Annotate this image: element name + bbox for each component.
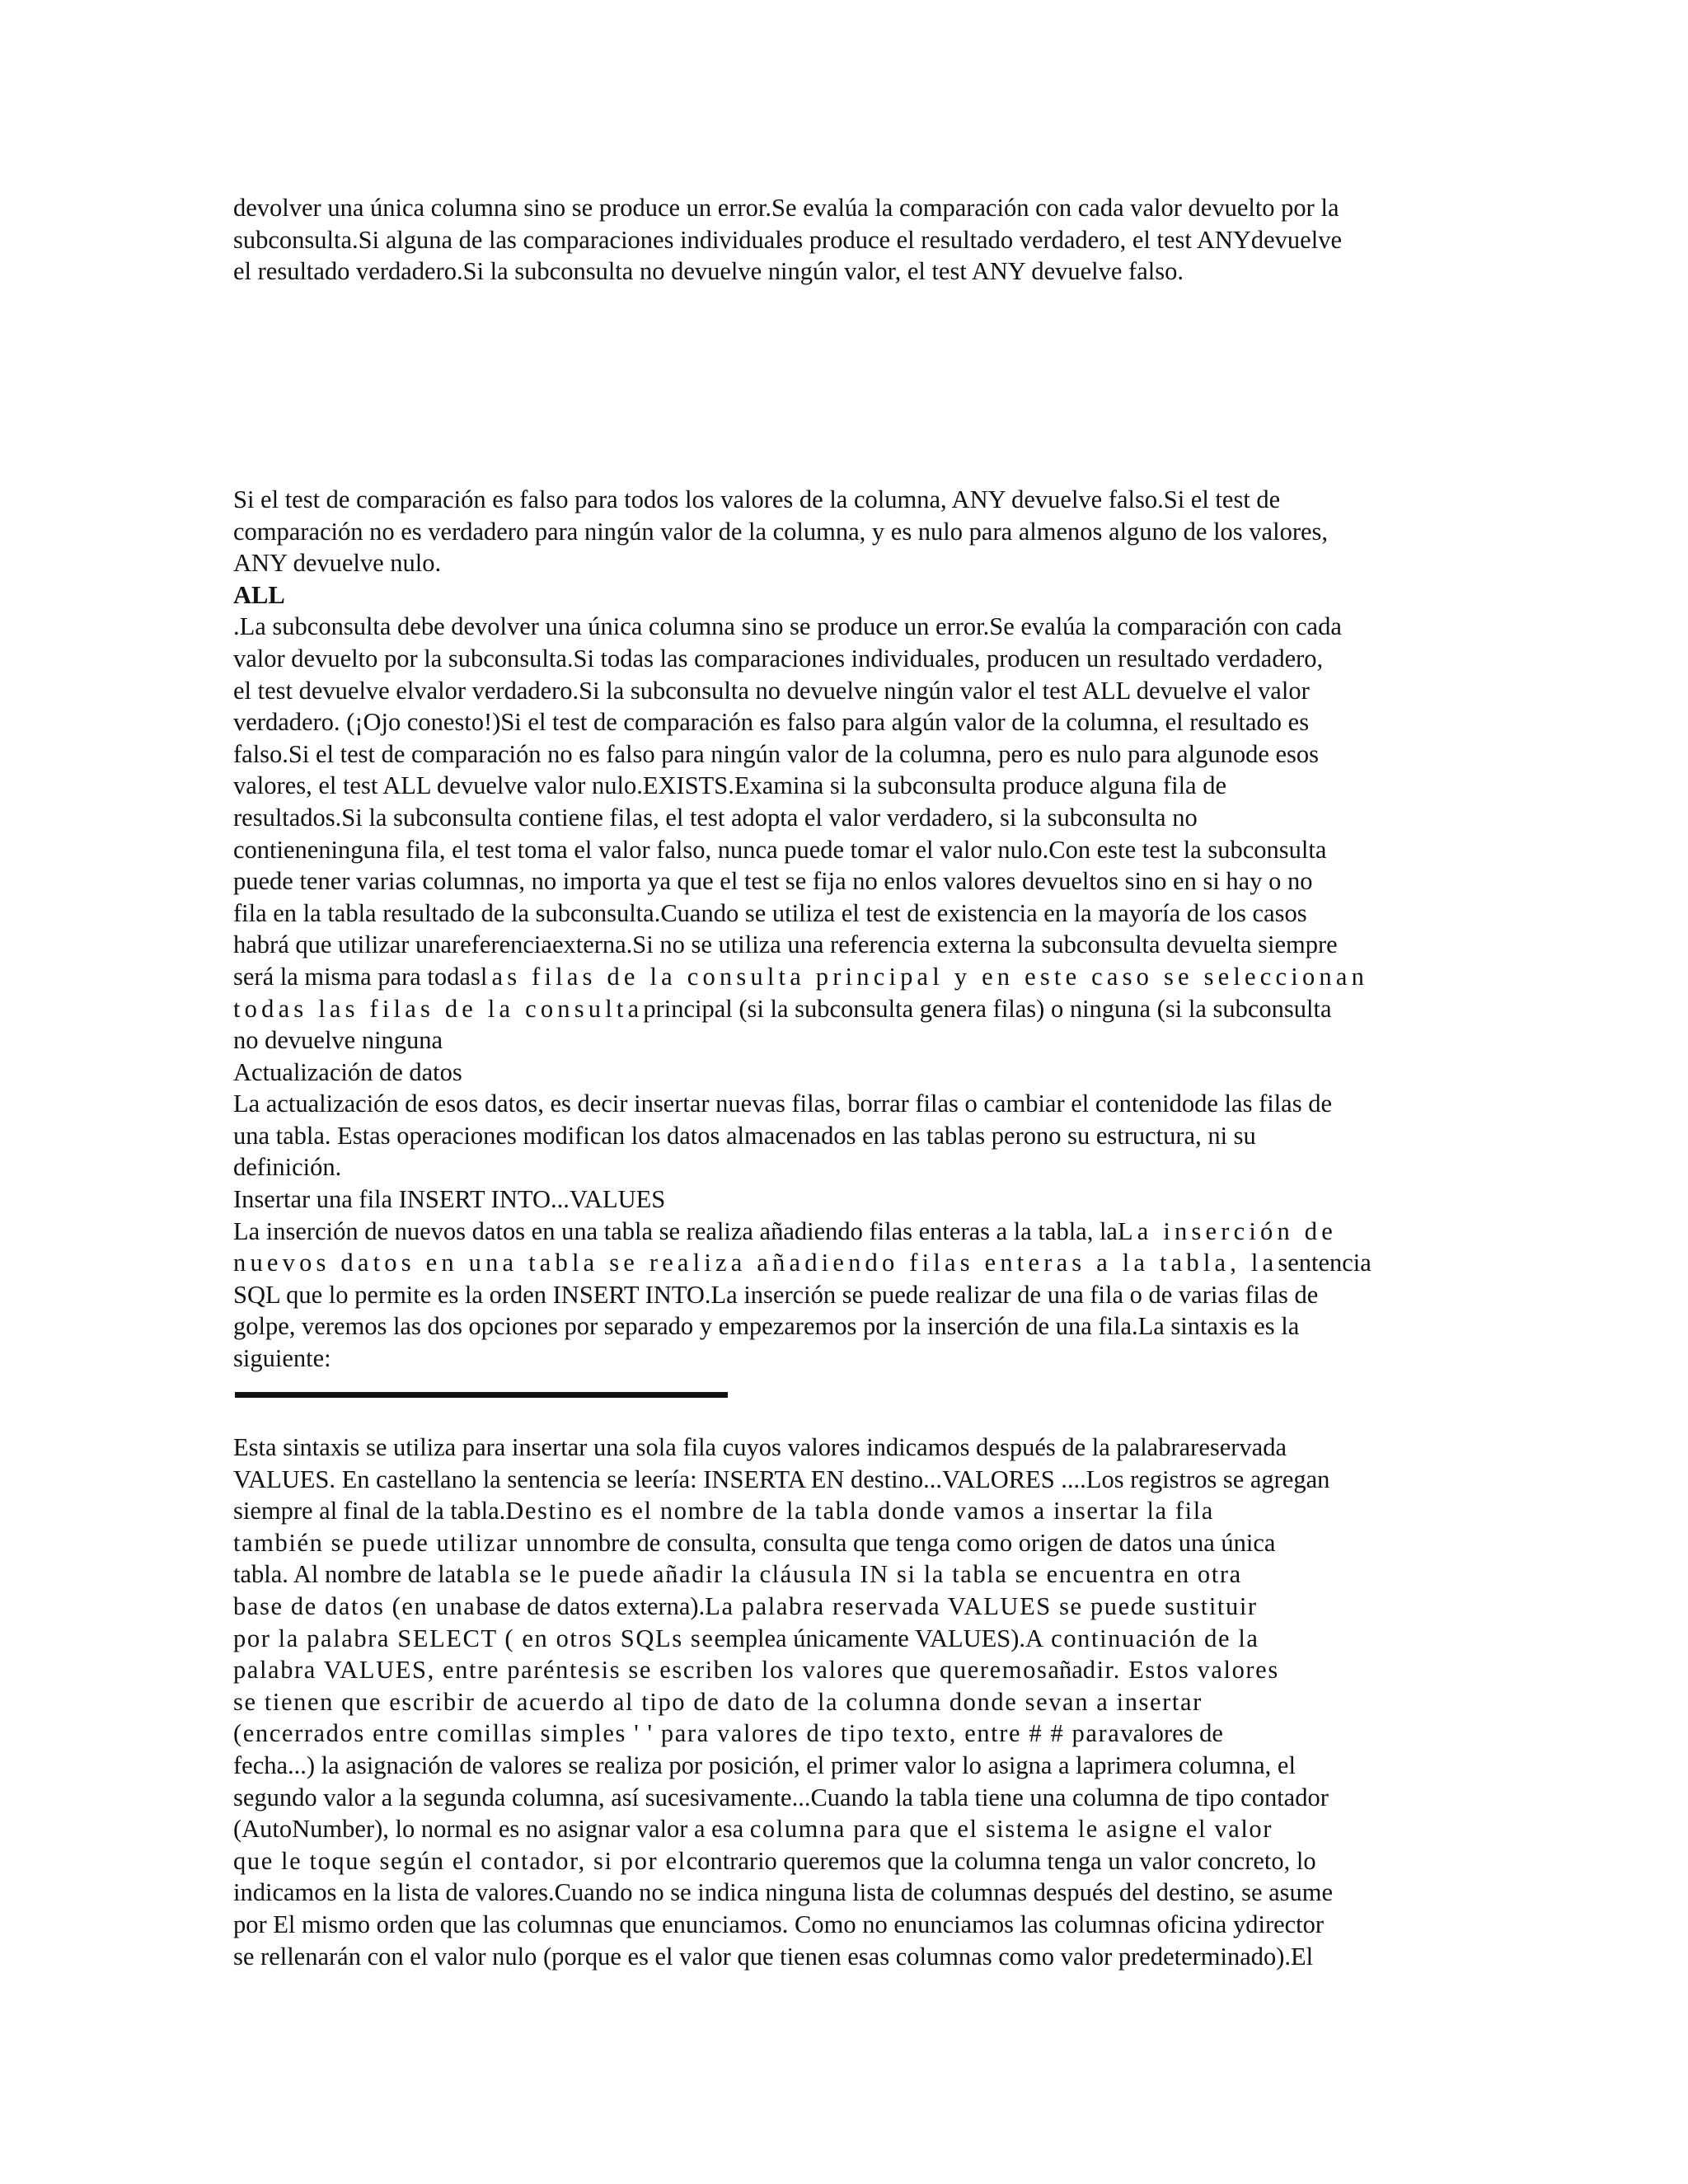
text-run: La inserción de nuevos datos en una tabla se realiza añadiendo filas enteras a la tabla, la (233, 1216, 1118, 1245)
spaced-text-run: (encerrados entre comillas simples ' ' para valores de tipo texto, entre # # para (233, 1719, 1121, 1748)
text-run: sentencia (1278, 1249, 1372, 1277)
paragraph-insert-syntax (233, 1432, 1453, 1972)
text-line: no devuelve ninguna (233, 1026, 443, 1055)
text-line (233, 1527, 1453, 1559)
spaced-text-run: también se puede utilizar un (233, 1528, 554, 1557)
text-line: el resultado verdadero.Si la subconsulta no devuelve ningún valor, el test ANY devuelve falso. (233, 257, 1184, 286)
text-line (233, 1686, 1453, 1718)
heading-all: ALL (233, 580, 285, 609)
text-line (233, 1845, 1453, 1877)
text-run: valores de (1120, 1719, 1223, 1748)
text-line: una tabla. Estas operaciones modifican los datos almacenados en las tablas perono su estructura, ni su (233, 1121, 1256, 1150)
text-line: resultados.Si la subconsulta contiene filas, el test adopta el valor verdadero, si la subconsulta no (233, 803, 1198, 832)
spaced-text-run: nuevos datos en una tabla se realiza añadiendo filas enteras a la tabla, la (233, 1249, 1278, 1277)
spaced-text-run: La inserción de (1117, 1216, 1337, 1245)
spaced-text-run: se tienen que escribir de acuerdo al tipo de dato de la columna donde se (233, 1687, 1049, 1716)
heading-update: Actualización de datos (233, 1057, 462, 1086)
spaced-text-run: que le toque según el contador, si por el (233, 1846, 687, 1875)
text-run: nombre de consulta, consulta que tenga como origen de datos una única (553, 1528, 1276, 1557)
text-line (233, 1216, 1453, 1248)
paragraph-any-continuation (233, 192, 1453, 288)
text-run: base de datos externa). (476, 1591, 706, 1620)
text-run: (AutoNumber), lo normal es no asignar valor a esa (233, 1815, 744, 1844)
text-line: segundo valor a la segunda columna, así sucesivamente...Cuando la tabla tiene una columna de tipo contador (233, 1783, 1329, 1811)
text-line: se rellenarán con el valor nulo (porque es el valor que tienen esas columnas como valor predeterminado).El (233, 1942, 1314, 1971)
text-line: fila en la tabla resultado de la subconsulta.Cuando se utiliza el test de existencia en la mayoría de los casos (233, 898, 1307, 927)
text-line: devolver una única columna sino se produce un error.Se evalúa la comparación con cada valor devuelto por la (233, 194, 1339, 222)
text-line: falso.Si el test de comparación no es falso para ningún valor de la columna, pero es nulo para algunode esos (233, 739, 1320, 768)
text-line (233, 1591, 1453, 1623)
text-line (233, 1813, 1453, 1845)
text-line: valores, el test ALL devuelve valor nulo.EXISTS.Examina si la subconsulta produce alguna fila de (233, 771, 1226, 800)
spaced-text-run: A continuación de la (1025, 1624, 1259, 1652)
text-run: tabla. Al nombre de la (233, 1560, 457, 1589)
heading-insert: Insertar una fila INSERT INTO...VALUES (233, 1185, 666, 1214)
text-line: Esta sintaxis se utiliza para insertar una sola fila cuyos valores indicamos después de la palabrareservada (233, 1433, 1287, 1461)
text-line: golpe, veremos las dos opciones por separado y empezaremos por la inserción de una fila.La sintaxis es la (233, 1312, 1300, 1341)
text-line: comparación no es verdadero para ningún valor de la columna, y es nulo para almenos alguno de los valores, (233, 517, 1329, 546)
text-line: definición. (233, 1153, 342, 1182)
text-line (233, 1623, 1453, 1655)
spaced-text-run: palabra VALUES, entre paréntesis se escriben los valores que queremos (233, 1656, 1048, 1685)
spaced-text-run: van a insertar (1048, 1687, 1203, 1716)
spaced-text-run: por la palabra SELECT ( en otros SQLs se (233, 1624, 715, 1652)
text-run: emplea únicamente VALUES). (714, 1624, 1026, 1652)
text-line: verdadero. (¡Ojo conesto!)Si el test de comparación es falso para algún valor de la columna, el resultado es (233, 708, 1310, 737)
text-run: principal (si la subconsulta genera filas) o ninguna (si la subconsulta (643, 994, 1332, 1023)
text-run: siempre al final de la tabla. (233, 1497, 506, 1526)
text-line (233, 1558, 1453, 1591)
text-line: La actualización de esos datos, es decir insertar nuevas filas, borrar filas o cambiar el contenidode las filas de (233, 1090, 1332, 1118)
spaced-text-run: las filas de la consulta principal y en este caso se seleccionan (480, 962, 1369, 991)
text-line: subconsulta.Si alguna de las comparaciones individuales produce el resultado verdadero, el test ANYdevuelve (233, 225, 1342, 254)
spaced-text-run: todas las filas de la consulta (233, 994, 644, 1023)
text-line: indicamos en la lista de valores.Cuando no se indica ninguna lista de columnas después del destino, se asume (233, 1878, 1334, 1907)
text-run: aña (1048, 1656, 1083, 1685)
syntax-image-rule (235, 1392, 728, 1398)
text-run: contrario queremos que la columna tenga un valor concreto, lo (686, 1846, 1316, 1875)
paragraph-all-exists-insert (233, 484, 1453, 1375)
text-line: valor devuelto por la subconsulta.Si todas las comparaciones individuales, producen un resultado verdadero, (233, 644, 1324, 673)
text-line: puede tener varias columnas, no importa ya que el test se fija no enlos valores devueltos sino en si hay o no (233, 867, 1313, 896)
text-line: .La subconsulta debe devolver una única columna sino se produce un error.Se evalúa la comparación con cada (233, 612, 1342, 641)
text-line (233, 1247, 1453, 1279)
text-line: por El mismo orden que las columnas que enunciamos. Como no enunciamos las columnas oficina ydirector (233, 1910, 1325, 1938)
text-line: habrá que utilizar unareferenciaexterna.Si no se utiliza una referencia externa la subconsulta devuelta siempre (233, 930, 1338, 959)
text-line: siguiente: (233, 1344, 331, 1373)
text-run: será la misma para todas (233, 962, 481, 991)
spaced-text-run: dir. Estos valores (1082, 1656, 1279, 1685)
spaced-text-run: columna para que el sistema le asigne el valor (749, 1815, 1273, 1844)
text-line: contieneninguna fila, el test toma el valor falso, nunca puede tomar el valor nulo.Con este test la subconsulta (233, 835, 1327, 864)
spaced-text-run: tabla se le puede añadir la cláusula IN si la tabla se encuentra en otra (456, 1560, 1242, 1589)
text-line: fecha...) la asignación de valores se realiza por posición, el primer valor lo asigna a laprimera columna, el (233, 1750, 1296, 1779)
text-line (233, 1495, 1453, 1527)
spaced-text-run: base de datos (en una (233, 1591, 476, 1620)
spaced-text-run: La palabra reservada VALUES se puede sustituir (705, 1591, 1258, 1620)
text-line: el test devuelve elvalor verdadero.Si la subconsulta no devuelve ningún valor el test ALL devuelve el valor (233, 676, 1310, 705)
text-line (233, 1718, 1453, 1750)
text-line (233, 1654, 1453, 1686)
text-line: VALUES. En castellano la sentencia se leería: INSERTA EN destino...VALORES ....Los registros se agregan (233, 1465, 1330, 1493)
spaced-text-run: Destino es el nombre de la tabla donde vamos a insertar la fila (505, 1497, 1214, 1526)
text-line: SQL que lo permite es la orden INSERT INTO.La inserción se puede realizar de una fila o de varias filas de (233, 1280, 1319, 1309)
text-line: Si el test de comparación es falso para todos los valores de la columna, ANY devuelve falso.Si el test de (233, 485, 1281, 513)
text-line (233, 993, 1453, 1025)
text-line (233, 961, 1453, 993)
text-line: ANY devuelve nulo. (233, 549, 442, 578)
